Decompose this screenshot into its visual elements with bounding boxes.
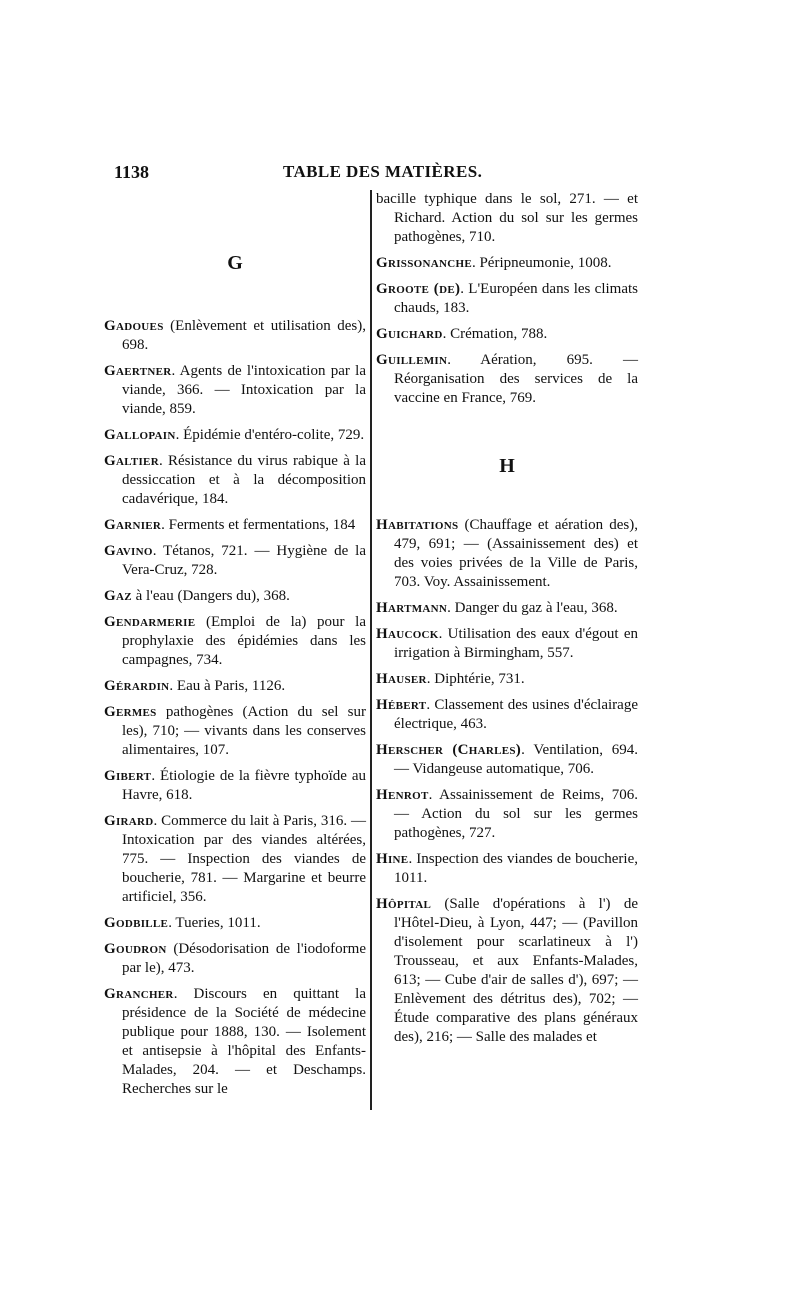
entry-text: . Aération, 695. — Réorganisation des services de la vaccine en France, 769. xyxy=(394,352,638,406)
entry-text: . Assainissement de Reims, 706. — Action du sol sur les germes pathogènes, 727. xyxy=(394,787,638,841)
entry-text: (Chauffage et aération des), 479, 691; — (Assainissement des) et des voies privées de la Ville de Paris, 703. Voy. Assainissement. xyxy=(394,517,638,590)
index-entry xyxy=(376,895,638,1047)
index-entry xyxy=(104,362,366,419)
page-header xyxy=(0,162,800,188)
entry-text: (Emploi de la) pour la prophylaxie des épidémies dans les campagnes, 734. xyxy=(122,614,366,668)
entry-text: (Salle d'opérations à l') de l'Hôtel-Dieu, à Lyon, 447; — (Pavillon d'isolement pour scarlatineux à l') Trousseau, et aux Enfants-Malades, 613; — Cube d'air de salles d'), 697; — Enlèvement des détritus des), 702; — Étude comparative des plans généraux des), 216; — Salle des malades et xyxy=(394,896,638,1045)
section-letter-h: H xyxy=(499,455,515,477)
index-entry xyxy=(104,587,366,606)
entry-text: . Agents de l'intoxication par la viande, 366. — Intoxication par la viande, 859. xyxy=(122,363,366,417)
entry-heading: Godbille xyxy=(104,915,169,931)
entry-heading: Habitations xyxy=(376,517,459,533)
entry-text: . Discours en quittant la présidence de la Société de médecine publique pour 1888, 130. — Isolement et antisepsie à l'hôpital des Enfants-Malades, 204. — et Deschamps. Recherches sur le xyxy=(122,986,366,1097)
index-entry xyxy=(104,613,366,670)
index-entry xyxy=(104,677,366,696)
index-entry xyxy=(376,670,638,689)
entry-heading: Guichard xyxy=(376,326,443,342)
entry-text: . Tétanos, 721. — Hygiène de la Vera-Cruz, 728. xyxy=(122,543,366,578)
entry-heading: Guillemin xyxy=(376,352,448,368)
index-entry xyxy=(376,696,638,734)
left-entry-list xyxy=(104,317,366,1099)
entry-heading: Gérardin xyxy=(104,678,170,694)
left-column xyxy=(104,252,366,1106)
index-entry xyxy=(104,452,366,509)
entry-heading: Hauser xyxy=(376,671,427,687)
index-entry xyxy=(104,914,366,933)
entry-heading: Gendarmerie xyxy=(104,614,196,630)
entry-heading: Goudron xyxy=(104,941,167,957)
entry-text: . Classement des usines d'éclairage électrique, 463. xyxy=(394,697,638,732)
index-entry xyxy=(376,516,638,592)
right-entry-list xyxy=(376,516,638,1047)
entry-text: . Commerce du lait à Paris, 316. — Intoxication par des viandes altérées, 775. — Inspection des viandes de boucherie, 781. — Margarine et beurre artificiel, 356. xyxy=(122,813,366,905)
entry-heading: Hine xyxy=(376,851,409,867)
index-entry xyxy=(376,850,638,888)
entry-text: . Inspection des viandes de boucherie, 1011. xyxy=(394,851,638,886)
index-entry xyxy=(104,426,366,445)
entry-heading: Gaertner xyxy=(104,363,172,379)
index-entry xyxy=(376,190,638,247)
entry-heading: Gadoues xyxy=(104,318,164,334)
entry-heading: Henrot xyxy=(376,787,429,803)
entry-text: bacille typhique dans le sol, 271. — et Richard. Action du sol sur les germes pathogènes, 710. xyxy=(376,191,638,245)
entry-text: . Résistance du virus rabique à la dessiccation et à la décomposition cadavérique, 184. xyxy=(122,453,366,507)
index-entry xyxy=(104,985,366,1099)
entry-text: (Enlèvement et utilisation des), 698. xyxy=(122,318,366,353)
entry-text: à l'eau (Dangers du), 368. xyxy=(131,588,290,604)
entry-heading: Girard xyxy=(104,813,154,829)
running-title: TABLE DES MATIÈRES. xyxy=(283,162,483,181)
page-number: 1138 xyxy=(114,162,150,182)
entry-text: . Ferments et fermentations, 184 xyxy=(161,517,356,533)
entry-heading: Hartmann xyxy=(376,600,448,616)
entry-text: . Péripneumonie, 1008. xyxy=(471,255,612,271)
entry-text: . Ventilation, 694. — Vidangeuse automatique, 706. xyxy=(394,742,638,777)
entry-text: . Tueries, 1011. xyxy=(168,915,261,931)
entry-heading: Gibert xyxy=(104,768,152,784)
column-divider xyxy=(370,190,372,1110)
index-entry xyxy=(104,767,366,805)
entry-heading: Garnier xyxy=(104,517,162,533)
entry-heading: Gallopain xyxy=(104,427,176,443)
entry-heading: Gavino xyxy=(104,543,153,559)
index-entry xyxy=(376,786,638,843)
entry-text: (Désodorisation de l'iodoforme par le), 473. xyxy=(122,941,366,976)
entry-text: pathogènes (Action du sel sur les), 710; — vivants dans les conserves alimentaires, 107. xyxy=(122,704,366,758)
entry-text: . Diphtérie, 731. xyxy=(426,671,525,687)
entry-heading: Germes xyxy=(104,704,157,720)
index-entry xyxy=(104,317,366,355)
index-entry xyxy=(376,741,638,779)
entry-heading: Hébert xyxy=(376,697,427,713)
entry-text: . Danger du gaz à l'eau, 368. xyxy=(447,600,618,616)
right-continued-entry-list xyxy=(376,190,638,408)
index-entry xyxy=(376,599,638,618)
index-entry xyxy=(376,625,638,663)
right-column xyxy=(376,190,638,1054)
entry-heading: Grancher xyxy=(104,986,174,1002)
index-entry xyxy=(376,325,638,344)
entry-heading: Haucock xyxy=(376,626,439,642)
entry-text: . Utilisation des eaux d'égout en irrigation à Birmingham, 557. xyxy=(394,626,638,661)
index-entry xyxy=(104,940,366,978)
section-letter-g: G xyxy=(227,252,243,274)
entry-heading: Herscher (Charles) xyxy=(376,742,522,758)
index-entry xyxy=(104,812,366,907)
index-entry xyxy=(376,351,638,408)
entry-heading: Gaz xyxy=(104,588,132,604)
index-entry xyxy=(376,254,638,273)
index-entry xyxy=(104,542,366,580)
entry-text: . Épidémie d'entéro-colite, 729. xyxy=(175,427,365,443)
entry-text: . Crémation, 788. xyxy=(442,326,548,342)
entry-heading: Hôpital xyxy=(376,896,432,912)
index-entry xyxy=(376,280,638,318)
entry-heading: Groote (de) xyxy=(376,281,461,297)
entry-heading: Galtier xyxy=(104,453,159,469)
index-entry xyxy=(104,516,366,535)
entry-text: . L'Européen dans les climats chauds, 183. xyxy=(394,281,638,316)
index-entry xyxy=(104,703,366,760)
entry-text: . Étiologie de la fièvre typhoïde au Havre, 618. xyxy=(122,768,366,803)
entry-text: . Eau à Paris, 1126. xyxy=(169,678,286,694)
entry-heading: Grissonanche xyxy=(376,255,472,271)
